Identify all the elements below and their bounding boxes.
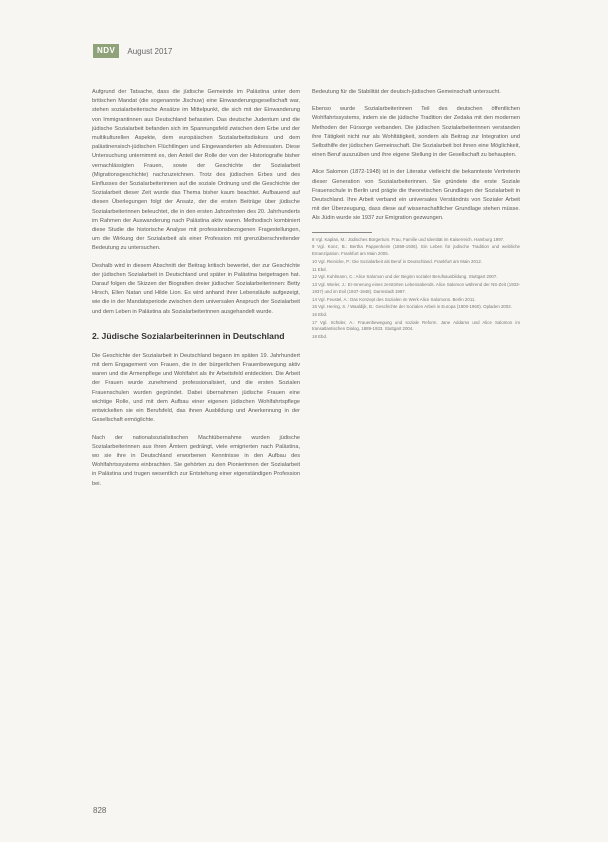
footnote: 8 Vgl. Kaplan, M.: Jüdisches Bürgertum. Frau, Familie und Identität im Kaiserreich. Hamburg 1997. [312,236,505,242]
footnote: 11 Ebd. [312,266,327,272]
footnote: 13 Vgl. Wieler, J.: Er-Innerung eines zerstörten Lebensabends. Alice Salomon während der NS-Zeit (1933-1937) und im Exil (1937-1948). Darmstadt 1987. [312,282,520,294]
footnote: 16 Ebd. [312,312,328,318]
footnote: 10 Vgl. Reinicke, P.: Die Sozialarbeit als Beruf in Deutschland. Frankfurt am Main 2012. [312,258,483,264]
footnote: 9 Vgl. Konz, B.: Bertha Pappenheim (1859-1936). Ein Leben für jüdische Tradition und weibliche Emanzipation. Frankfurt am Main 2005. [312,244,520,257]
paragraph: Alice Salomon (1872-1948) ist in der Literatur vielleicht die bekannteste Vertreterin dieser Generation von Sozialarbeiterinnen. Sie gründete die erste Soziale Frauenschule in Berlin und prägte die theoretischen Grundlagen der Sozialarbeit in Deutschland. Ihre Arbeit verband ein universales Verständnis von Sozialer Arbeit mit der Überzeugung, dass diese auf wissenschaftlicher Grundlage stehen müsse. Als Jüdin wurde sie 1937 zur Emigration gezwungen. [312,169,520,222]
journal-logo: NDV [93,44,119,58]
left-column [92,88,300,497]
footnote: 18 Ebd. [312,334,328,340]
footnote: 15 Vgl. Hering, S. / Waaldijk, B.: Geschichte der Sozialen Arbeit in Europa (1900-1960). Opladen 2002. [312,304,512,310]
section-heading: 2. Jüdische Sozialarbeiterinnen in Deutschland [92,330,285,341]
issue-date: August 2017 [127,46,173,56]
footnote: 14 Vgl. Feustel, A.: Das Konzept des Sozialen im Werk Alice Salomons. Berlin 2011. [312,296,476,302]
page-number: 828 [93,806,107,815]
footnote-divider [312,232,372,233]
paragraph: Ebenso wurde Sozialarbeiterinnen Teil des deutschen öffentlichen Wohlfahrtssystems, indem sie die jüdische Tradition der Zedaka mit den modernen Methoden der Fürsorge verbanden. Die jüdischen Sozialarbeiterinnen verstanden ihre Tätigkeit nicht nur als Wohltätigkeit, sondern als Beitrag zur Integration und Selbsthilfe der jüdischen Gemeinschaft. Die Sozialarbeit bot ihnen eine Möglichkeit, einen Beruf auszuüben und ihre eigene Stellung in der Gesellschaft zu behaupten. [312,106,520,159]
footnotes [312,237,520,341]
paragraph: Die Geschichte der Sozialarbeit in Deutschland begann im späten 19. Jahrhundert mit dem Engagement von Frauen, die in der bürgerlichen Frauenbewegung aktiv waren und die Armenpflege und Wohlfahrt als ihr Arbeitsfeld entdeckten. Die Arbeit der Frauen wurde zunehmend professionalisiert, und die ersten Sozialen Frauenschulen wurden gegründet. Dabei übernahmen jüdische Frauen eine wichtige Rolle, und mit dem Aufbau einer eigenen jüdischen Wohlfahrtspflege entwickelten sie ein Berufsfeld, das ihnen Ausbildung und Anerkennung in der Gesellschaft ermöglichte. [92,352,300,424]
right-column [312,88,520,342]
paragraph: Deshalb wird in diesem Abschnitt der Beitrag kritisch bewertet, der zur Geschichte der jüdischen Sozialarbeit in Deutschland und später in Palästina beigetragen hat. Darauf folgen die Skizzen der Biografien dreier jüdischer Sozialarbeiterinnen: Betty Hirsch, Ellen Natan und Hilde Lion. Es wird anhand ihrer Lebensläufe aufgezeigt, wie die in der Mandatsperiode zwischen dem universalen Anspruch der Sozialarbeit und dem Leben in Palästina als Sozialarbeiterinnen ausgehandelt wurde. [92,262,300,315]
paragraph: Nach der nationalsozialistischen Machtübernahme wurden jüdische Sozialarbeiterinnen aus ihren Ämtern gedrängt, viele emigrierten nach Palästina, wo sie ihre in Deutschland erworbenen Kenntnisse in den Aufbau des Wohlfahrtssystems einbrachten. Sie gehörten zu den Pionierinnen der Sozialarbeit in Palästina und trugen wesentlich zur Entstehung einer eigenständigen Profession bei. [92,434,300,487]
paragraph: Aufgrund der Tatsache, dass die jüdische Gemeinde im Palästina unter dem britischen Mandat (die sogenannte Jischuw) eine Einwanderungsgesellschaft war, stehen sozialarbeiterische Ansätze im Mittelpunkt, die sich mit der Einwanderung von Immigrantinnen aus Deutschland befassten. Das deutsche Judentum und die jüdische Sozialarbeit befanden sich im Spannungsfeld zwischen dem Erbe und der multikulturellen Aspekte, dem europäischen Sozialarbeitsdiskurs und dem palästinensisch-jüdischen Flüchtlingen und Eingewanderten als Adressaten. Diese Untersuchung unternimmt es, den Anteil der Rolle der von der Historiografie bisher vernachlässigten Frauen, sowie der Geschichte der Sozialarbeit (Migrationsgeschichte) nachzuzeichnen. Trotz des jüdischen Erbes und des Einflusses der Sozialarbeiterinnen auf die soziale Ordnung und die Geschichte der Sozialarbeit dieser Zeit wurde das Thema bisher kaum beachtet. Aufbauend auf diesen Überlegungen folgt der Ansatz, der die ersten Beiträge über jüdische Sozialarbeiterinnen beleuchtet, die in den ersten Jahrzehnten des 20. Jahrhunderts im Rahmen der Auswanderung nach Palästina aktiv waren. Methodisch kombiniert diese Studie die historische Analyse mit professionsbezogenen Fragestellungen, um die Wirkung der Sozialarbeit als einer Profession mit grenzüberschreitender Bedeutung zu untersuchen. [92,89,300,252]
running-header [93,44,172,58]
footnote: 12 Vgl. Kuhlmann, C.: Alice Salomon und der Beginn sozialer Berufsausbildung. Stuttgart 2007. [312,274,498,280]
paragraph: Bedeutung für die Stabilität der deutsch-jüdischen Gemeinschaft untersucht. [312,89,501,95]
footnote: 17 Vgl. Schüler, A.: Frauenbewegung und soziale Reform. Jane Addams und Alice Salomon im transatlantischen Dialog, 1889-1933. Stuttgart 2004. [312,319,520,332]
